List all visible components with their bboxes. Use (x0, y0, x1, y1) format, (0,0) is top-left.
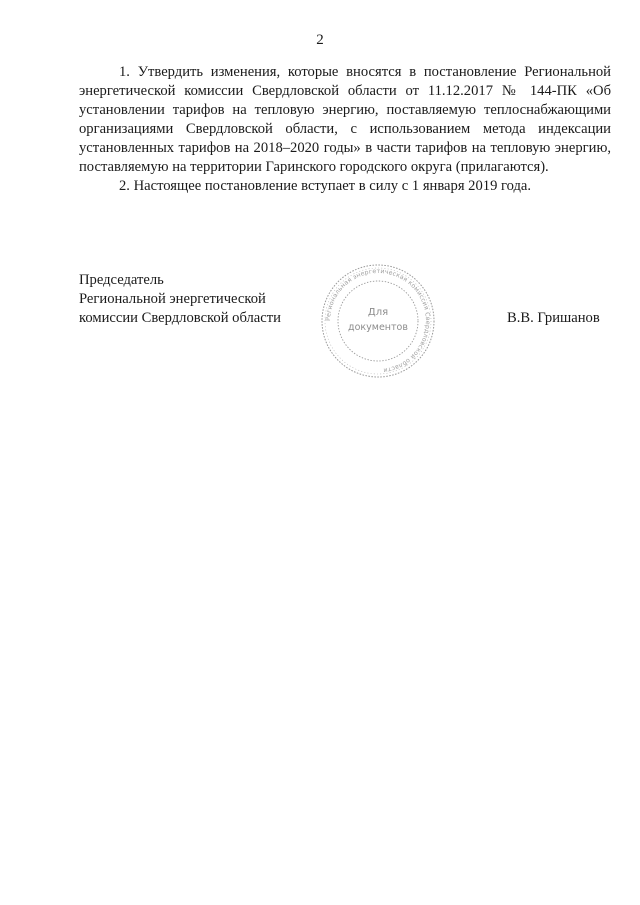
signatory-position (79, 271, 281, 328)
seal-inner-line-2: документов (348, 322, 408, 333)
position-line-2: Региональной энергетической (79, 291, 266, 307)
paragraph-2: 2. Настоящее постановление вступает в силу с 1 января 2019 года. (119, 178, 532, 194)
official-seal-stamp (313, 262, 443, 380)
paragraph-1: 1. Утвердить изменения, которые вносятся в постановление Региональной энергетической комиссии Свердловской области от 11.12.2017 № 144-ПК «Об установлении тарифов на тепловую энергию, поставляемую теплоснабжающими организациями Свердловской области, с использованием метода индексации установленных тарифов на 2018–2020 годы» в части тарифов на тепловую энергию, поставляемую на территории Гаринского городского округа (прилагаются). (79, 64, 611, 175)
seal-inner-line-1: Для (367, 307, 389, 318)
seal-ring-textpath: Региональная энергетическая комиссия Свердловской области (324, 267, 432, 374)
seal-ring-text (325, 268, 431, 374)
document-body (79, 63, 611, 196)
seal-inner-ring (338, 281, 418, 361)
signer-name: В.В. Гришанов (507, 310, 600, 326)
position-line-3: комиссии Свердловской области (79, 310, 281, 326)
page-number: 2 (316, 32, 324, 48)
position-line-1: Председатель (79, 272, 164, 288)
seal-outer-ring (322, 265, 434, 377)
